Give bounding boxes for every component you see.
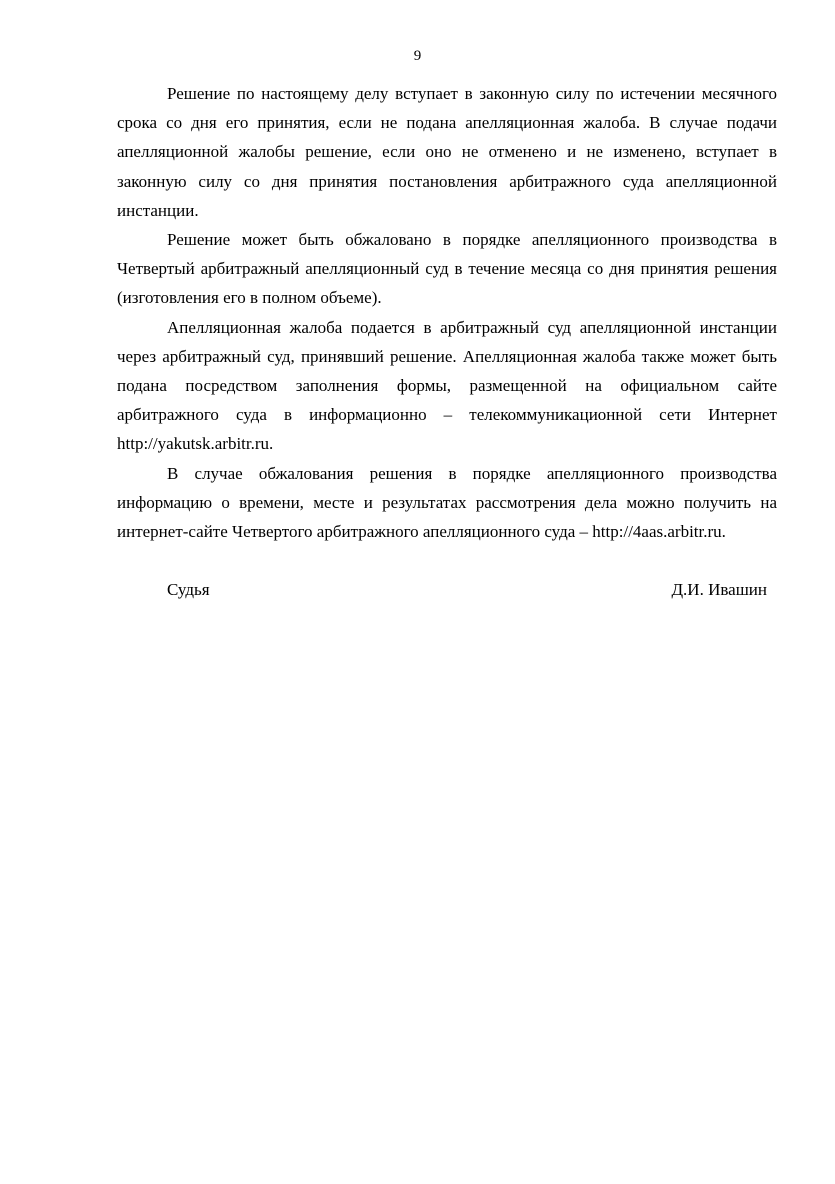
document-body: [117, 79, 777, 546]
page-number: 9: [413, 48, 422, 64]
paragraph-appeal-filing: Апелляционная жалоба подается в арбитражный суд апелляционной инстанции через арбитражный суд, принявший решение. Апелляционная жалоба также может быть подана посредством заполнения формы, размещенной на официальном сайте арбитражного суда в информационно – телекоммуникационной сети Интернет http://yakutsk.arbitr.ru.: [117, 317, 777, 454]
signature-role: Судья: [167, 580, 210, 599]
signature-name: Д.И. Ивашин: [671, 580, 767, 599]
paragraph-appeal-procedure: Решение может быть обжаловано в порядке апелляционного производства в Четвертый арбитражный апелляционный суд в течение месяца со дня принятия решения (изготовления его в полном объеме).: [117, 230, 777, 308]
paragraph-appeal-information: В случае обжалования решения в порядке апелляционного производства информацию о времени, месте и результатах рассмотрения дела можно получить на интернет-сайте Четвертого арбитражного апелляционного суда – http://4aas.arbitr.ru.: [117, 463, 777, 542]
paragraph-effective-date: Решение по настоящему делу вступает в законную силу по истечении месячного срока со дня его принятия, если не подана апелляционная жалоба. В случае подачи апелляционной жалобы решение, если оно не отменено и не изменено, вступает в законную силу со дня принятия постановления арбитражного суда апелляционной инстанции.: [117, 84, 777, 220]
